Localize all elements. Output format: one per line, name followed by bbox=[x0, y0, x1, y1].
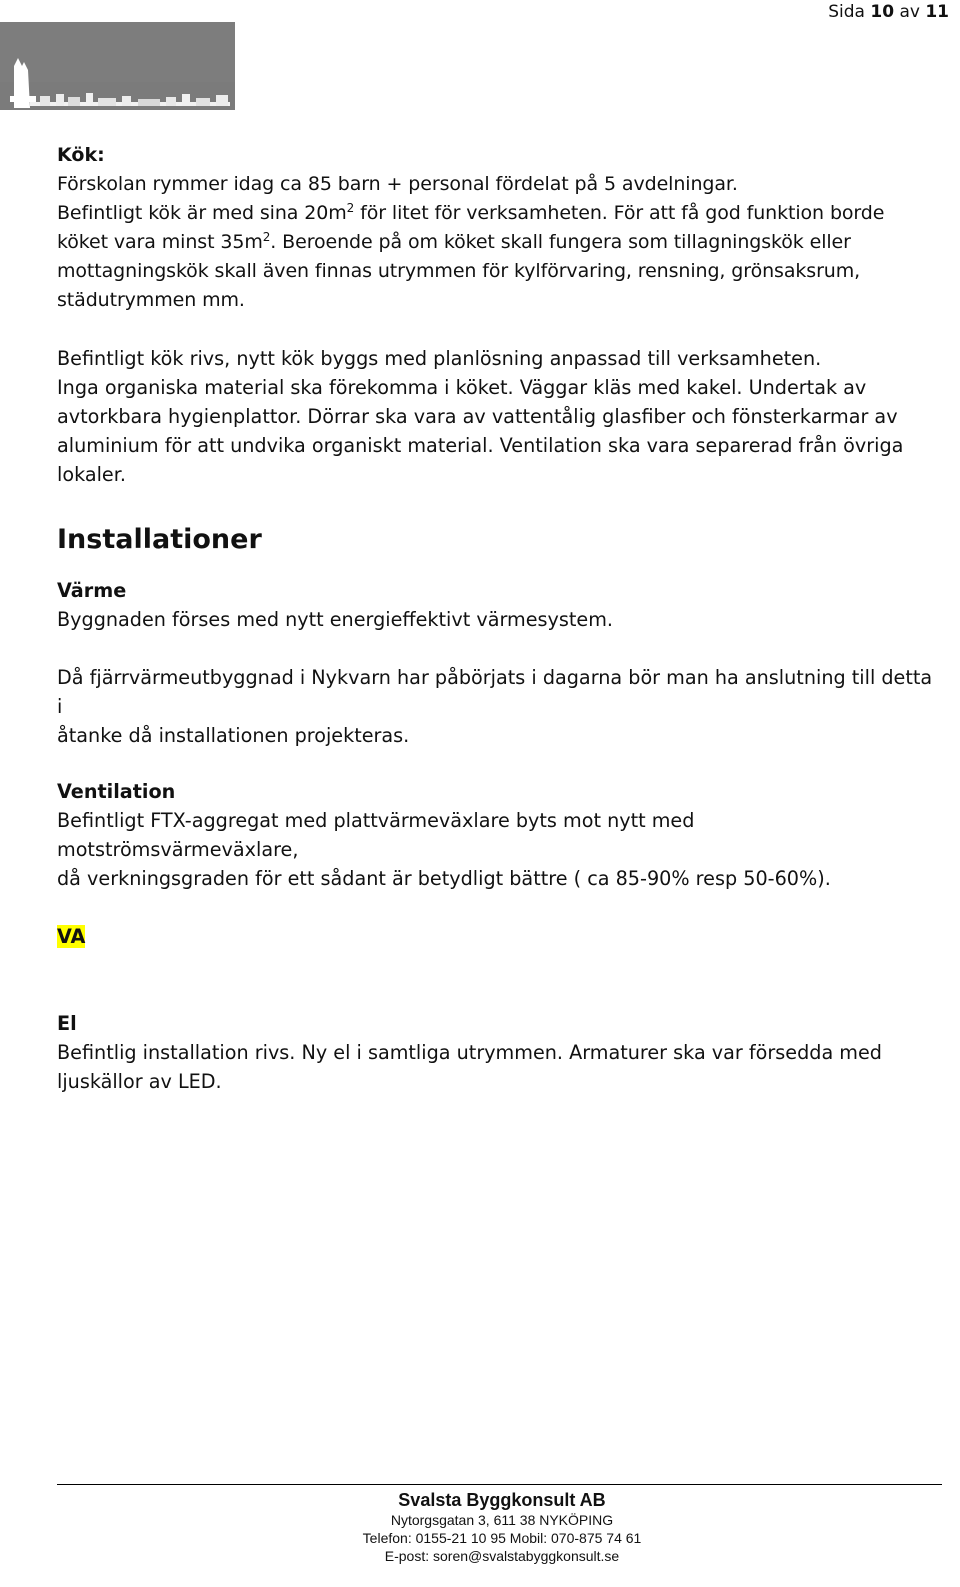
kitchen-para-1-line-5: städutrymmen mm. bbox=[57, 289, 245, 311]
kitchen-para-1-line-2: Befintligt kök är med sina $20m^2$ för litet för verksamheten. För att få god funktion borde bbox=[57, 201, 885, 224]
page-prefix: Sida bbox=[828, 2, 865, 22]
footer-email: E-post: soren@svalstabyggkonsult.se bbox=[384, 1548, 620, 1564]
page-total: 11 bbox=[925, 2, 949, 22]
kitchen-heading: Kök: bbox=[57, 144, 105, 166]
heat-line-3: åtanke då installationen projekteras. bbox=[57, 724, 410, 747]
footer-company: Svalsta Byggkonsult AB bbox=[398, 1490, 606, 1510]
el-heading: El bbox=[57, 1012, 77, 1035]
kitchen-para-1-line-4: mottagningskök skall även finnas utrymmen för kylförvaring, rensning, grönsaksrum, bbox=[57, 260, 861, 282]
kitchen-para-2-line-1: Befintligt kök rivs, nytt kök byggs med planlösning anpassad till verksamheten. bbox=[57, 347, 822, 370]
footer-phone: Telefon: 0155-21 10 95 Mobil: 070-875 74 61 bbox=[362, 1530, 642, 1546]
heat-heading: Värme bbox=[57, 579, 127, 602]
footer-divider bbox=[57, 1484, 942, 1485]
ventilation-line-2: då verkningsgraden för ett sådant är betydligt bättre ( ca 85-90% resp 50-60%). bbox=[57, 867, 831, 890]
company-logo-icon bbox=[0, 22, 235, 110]
kitchen-para-2-line-4: aluminium för att undvika organiskt material. Ventilation ska vara separerad från övriga bbox=[57, 434, 904, 457]
ventilation-line-1: Befintligt FTX-aggregat med plattvärmeväxlare byts mot nytt med motströmsvärmeväxlare, bbox=[57, 809, 695, 861]
heat-line-1: Byggnaden förses med nytt energieffektivt värmesystem. bbox=[57, 608, 613, 631]
main-content bbox=[57, 141, 937, 1096]
kitchen-para-1-line-1: Förskolan rymmer idag ca 85 barn + personal fördelat på 5 avdelningar. bbox=[57, 173, 738, 195]
heat-line-2: Då fjärrvärmeutbyggnad i Nykvarn har påbörjats i dagarna bör man ha anslutning till detta i bbox=[57, 666, 933, 718]
page-sep: av bbox=[899, 2, 920, 22]
kitchen-para-2-line-3: avtorkbara hygienplattor. Dörrar ska vara av vattentålig glasfiber och fönsterkarmar av bbox=[57, 405, 898, 428]
kitchen-para-2-line-5: lokaler. bbox=[57, 463, 126, 486]
va-heading: VA bbox=[57, 925, 86, 948]
kitchen-para-2-line-2: Inga organiska material ska förekomma i köket. Väggar kläs med kakel. Undertak av bbox=[57, 376, 867, 399]
kitchen-para-1-line-3: köket vara minst $35m^2$. Beroende på om köket skall fungera som tillagningskök eller bbox=[57, 230, 851, 253]
page-number bbox=[828, 0, 949, 24]
page-current: 10 bbox=[870, 2, 895, 22]
footer-address: Nytorgsgatan 3, 611 38 NYKÖPING bbox=[390, 1512, 614, 1528]
el-line-1: Befintlig installation rivs. Ny el i samtliga utrymmen. Armaturer ska var försedda med bbox=[57, 1041, 882, 1064]
installations-heading: Installationer bbox=[57, 524, 262, 555]
ventilation-heading: Ventilation bbox=[57, 780, 176, 803]
el-line-2: ljuskällor av LED. bbox=[57, 1070, 222, 1093]
